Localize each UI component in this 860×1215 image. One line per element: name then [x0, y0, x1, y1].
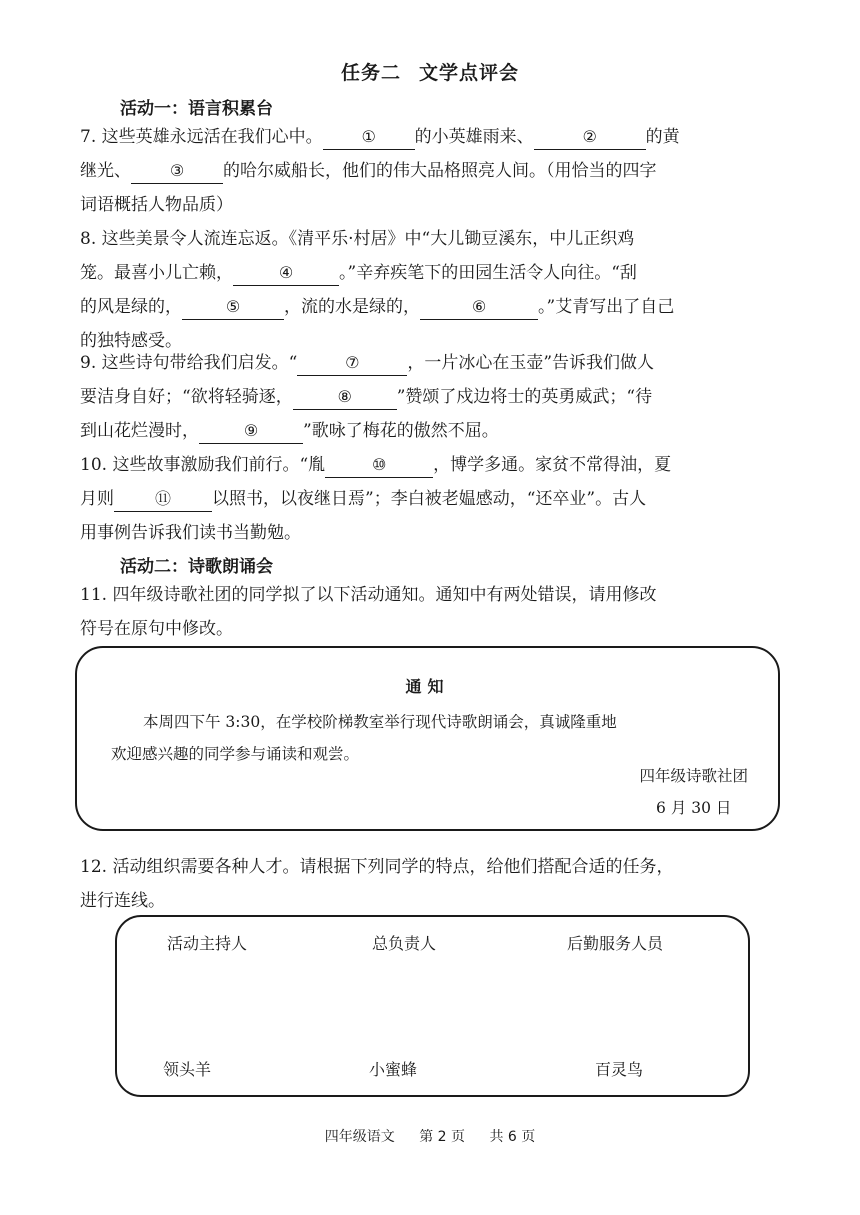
question-10: [80, 448, 785, 550]
q7-text: 7. 这些英雄永远活在我们心中。: [80, 127, 323, 147]
q7-text: 继光、: [80, 161, 131, 181]
blank-4[interactable]: ④: [233, 261, 339, 286]
activity-one-heading: 活动一：语言积累台: [120, 99, 273, 119]
question-11: [80, 578, 785, 646]
q8-text: ，流的水是绿的，: [284, 297, 420, 317]
q10-text: 10. 这些故事激励我们前行。“胤: [80, 455, 326, 475]
q7-text: 的黄: [645, 127, 680, 147]
blank-9[interactable]: ⑨: [199, 419, 303, 444]
student-bellwether[interactable]: 领头羊: [163, 1060, 212, 1079]
blank-11[interactable]: ⑪: [114, 487, 212, 512]
q10-text: 以照书，以夜继日焉”；李白被老媪感动，“还卒业”。古人: [212, 489, 647, 509]
notice-body-line[interactable]: 本周四下午 3:30，在学校阶梯教室举行现代诗歌朗诵会，真诚隆重地: [143, 713, 617, 731]
activity-two-heading: 活动二：诗歌朗诵会: [120, 557, 273, 577]
q8-text: 笼。最喜小儿亡赖，: [80, 263, 233, 283]
q9-text: 要洁身自好；“欲将轻骑逐，: [80, 387, 293, 407]
footer-total: 共 6 页: [489, 1129, 536, 1145]
section-title-left: 任务二: [340, 62, 401, 84]
q9-text: ”赞颂了戍边将士的英勇威武；“待: [396, 387, 653, 407]
q10-text: 用事例告诉我们读书当勤勉。: [80, 523, 301, 543]
q12-text: 进行连线。: [80, 891, 165, 911]
q8-text: 的独特感受。: [80, 331, 182, 351]
notice-title: 通知: [405, 677, 450, 696]
blank-2[interactable]: ②: [534, 125, 646, 150]
notice-signature: [639, 760, 748, 824]
q10-text: ，博学多通。家贫不常得油，夏: [433, 455, 672, 475]
role-host[interactable]: 活动主持人: [167, 934, 248, 953]
q9-text: 9. 这些诗句带给我们启发。“: [80, 353, 298, 373]
notice-body-line[interactable]: 欢迎感兴趣的同学参与诵读和观尝。: [111, 745, 360, 763]
q7-text: 的哈尔威船长，他们的伟大品格照亮人间。（用恰当的四字: [223, 161, 657, 181]
blank-10[interactable]: ⑩: [325, 453, 433, 478]
q7-text: 的小英雄雨来、: [414, 127, 534, 147]
footer-subject: 四年级语文: [324, 1129, 395, 1145]
section-title-right: 文学点评会: [419, 62, 520, 84]
q8-text: 的风是绿的，: [80, 297, 182, 317]
blank-7[interactable]: ⑦: [297, 351, 407, 376]
question-9: [80, 346, 785, 448]
q12-text: 12. 活动组织需要各种人才。请根据下列同学的特点，给他们搭配合适的任务，: [80, 857, 674, 877]
notice-organization: 四年级诗歌社团: [639, 767, 748, 785]
q8-text: 。”辛弃疾笔下的田园生活令人向往。“刮: [339, 263, 637, 283]
footer-page: 第 2 页: [419, 1129, 465, 1145]
student-lark[interactable]: 百灵鸟: [595, 1060, 644, 1079]
q11-text: 11. 四年级诗歌社团的同学拟了以下活动通知。通知中有两处错误，请用修改: [80, 585, 657, 605]
q10-text: 月则: [80, 489, 114, 509]
q7-text: 词语概括人物品质）: [80, 195, 233, 215]
blank-3[interactable]: ③: [131, 159, 223, 184]
student-little-bee[interactable]: 小蜜蜂: [369, 1060, 418, 1079]
notice-box: [75, 646, 780, 831]
matching-box: [115, 915, 750, 1097]
blank-6[interactable]: ⑥: [420, 295, 538, 320]
q9-text: 到山花烂漫时，: [80, 421, 199, 441]
page-footer: [0, 1126, 860, 1146]
notice-date: 6 月 30 日: [656, 799, 732, 817]
blank-8[interactable]: ⑧: [293, 385, 397, 410]
question-7: [80, 120, 785, 222]
question-8: [80, 222, 785, 358]
q8-text: 。”艾青写出了自己: [538, 297, 675, 317]
question-12: [80, 850, 785, 918]
blank-1[interactable]: ①: [323, 125, 415, 150]
q8-text: 8. 这些美景令人流连忘返。《清平乐·村居》中“大儿锄豆溪东，中儿正织鸡: [80, 229, 635, 249]
blank-5[interactable]: ⑤: [182, 295, 284, 320]
section-title: [0, 58, 860, 85]
role-leader[interactable]: 总负责人: [372, 934, 437, 953]
q9-text: ”歌咏了梅花的傲然不屈。: [303, 421, 499, 441]
q11-text: 符号在原句中修改。: [80, 619, 233, 639]
role-logistics[interactable]: 后勤服务人员: [567, 934, 664, 953]
q9-text: ，一片冰心在玉壶”告诉我们做人: [407, 353, 655, 373]
